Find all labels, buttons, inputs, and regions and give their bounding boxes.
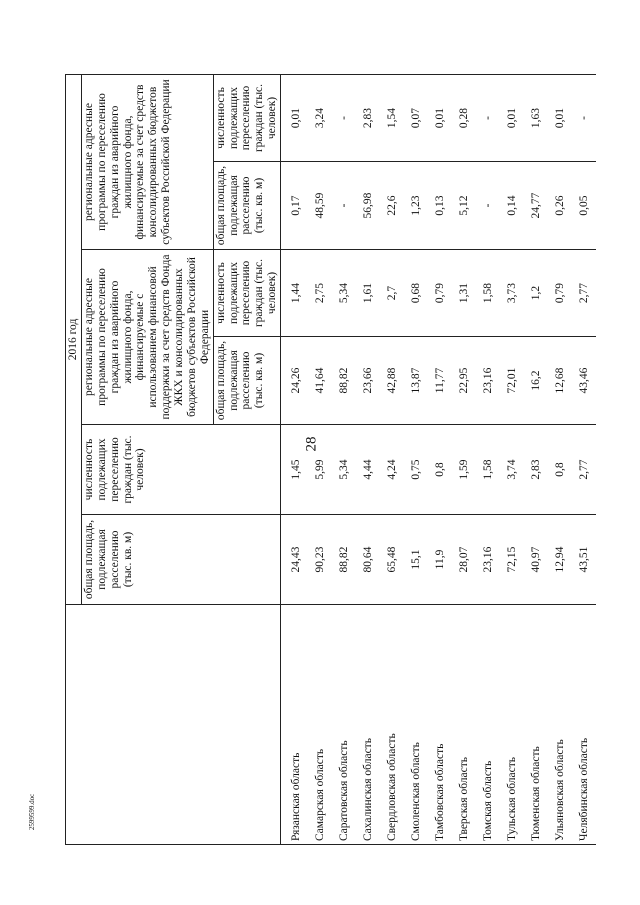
total-people-cell: 5,99 [308, 425, 332, 515]
regional-area-cell: 24,77 [524, 162, 548, 250]
fund-area-cell: 42,88 [380, 337, 404, 425]
fund-area-cell: 23,16 [476, 337, 500, 425]
regional-people-cell: 0,28 [452, 74, 476, 161]
table-row [428, 74, 452, 844]
total-area-cell: 15,1 [404, 515, 428, 605]
total-area-cell: 90,23 [308, 515, 332, 605]
header-fund-area: общая площадь, подлежащая расселению (тыс. кв. м) [213, 337, 280, 425]
total-area-cell: 88,82 [332, 515, 356, 605]
fund-area-cell: 13,87 [404, 337, 428, 425]
regional-area-cell: 1,23 [404, 162, 428, 250]
total-people-cell: 4,24 [380, 425, 404, 515]
fund-area-cell: 43,46 [572, 337, 596, 425]
total-area-cell: 80,64 [356, 515, 380, 605]
region-name: Ульяновская область [548, 605, 572, 845]
table-body [281, 74, 597, 844]
regional-people-cell: 0,01 [428, 74, 452, 161]
total-area-cell: 65,48 [380, 515, 404, 605]
total-people-cell: 2,83 [524, 425, 548, 515]
regional-people-cell: - [332, 74, 356, 161]
region-name: Сахалинская область [356, 605, 380, 845]
region-name: Тамбовская область [428, 605, 452, 845]
header-regional-people: численность подлежащих переселению граждан (тыс. человек) [213, 74, 280, 161]
total-area-cell: 28,07 [452, 515, 476, 605]
region-name: Тюменская область [524, 605, 548, 845]
footer-filename: 2599599.doc [28, 793, 36, 831]
total-people-cell: 1,59 [452, 425, 476, 515]
regional-people-cell: 2,83 [356, 74, 380, 161]
fund-people-cell: 1,31 [452, 250, 476, 337]
table-row [452, 74, 476, 844]
regional-area-cell: - [476, 162, 500, 250]
header-total-area: общая площадь, подлежащая расселению (тыс. кв. м) [81, 515, 280, 605]
fund-area-cell: 72,01 [500, 337, 524, 425]
fund-area-cell: 24,26 [281, 337, 309, 425]
region-name: Саратовская область [332, 605, 356, 845]
header-total-people: численность подлежащих переселению граждан (тыс. человек) [81, 425, 280, 515]
total-people-cell: 3,74 [500, 425, 524, 515]
page-number: 28 [303, 436, 320, 452]
fund-people-cell: 1,61 [356, 250, 380, 337]
fund-area-cell: 41,64 [308, 337, 332, 425]
total-people-cell: 0,8 [548, 425, 572, 515]
region-name: Самарская область [308, 605, 332, 845]
regional-area-cell: 0,14 [500, 162, 524, 250]
regional-area-cell: 0,13 [428, 162, 452, 250]
table-row [500, 74, 524, 844]
total-people-cell: 5,34 [332, 425, 356, 515]
regional-people-cell: 0,01 [500, 74, 524, 161]
fund-people-cell: 2,77 [572, 250, 596, 337]
total-people-cell: 0,75 [404, 425, 428, 515]
total-area-cell: 11,9 [428, 515, 452, 605]
total-people-cell: 1,58 [476, 425, 500, 515]
regional-area-cell: 48,59 [308, 162, 332, 250]
regional-area-cell: 0,05 [572, 162, 596, 250]
housing-resettlement-table [65, 74, 596, 845]
regional-area-cell: 56,98 [356, 162, 380, 250]
regional-people-cell: 1,54 [380, 74, 404, 161]
total-area-cell: 72,15 [500, 515, 524, 605]
table-row [356, 74, 380, 844]
regional-people-cell: 0,01 [548, 74, 572, 161]
table-row [524, 74, 548, 844]
total-area-cell: 40,97 [524, 515, 548, 605]
regional-area-cell: 0,26 [548, 162, 572, 250]
total-area-cell: 23,16 [476, 515, 500, 605]
region-name: Смоленская область [404, 605, 428, 845]
fund-people-cell: 1,2 [524, 250, 548, 337]
total-area-cell: 12,94 [548, 515, 572, 605]
table-row [281, 74, 309, 844]
regional-people-cell: 1,63 [524, 74, 548, 161]
fund-people-cell: 0,68 [404, 250, 428, 337]
total-area-cell: 43,51 [572, 515, 596, 605]
total-area-cell: 24,43 [281, 515, 309, 605]
year-header: 2016 год [66, 74, 82, 604]
table-row [404, 74, 428, 844]
total-people-cell: 4,44 [356, 425, 380, 515]
regional-area-cell: 22,6 [380, 162, 404, 250]
header-regional-programs: региональные адресные программы по переселению граждан из аварийного жилищного фонда, финансируемые за счет средств консолидированных бюджетов субъектов Российской Федерации [81, 74, 213, 249]
header-fund-people: численность подлежащих переселению граждан (тыс. человек) [213, 250, 280, 337]
table-row [308, 74, 332, 844]
regional-area-cell: 5,12 [452, 162, 476, 250]
region-name: Свердловская область [380, 605, 404, 845]
fund-people-cell: 2,75 [308, 250, 332, 337]
regional-area-cell: 0,17 [281, 162, 309, 250]
fund-area-cell: 22,95 [452, 337, 476, 425]
regional-area-cell: - [332, 162, 356, 250]
region-name: Челябинская область [572, 605, 596, 845]
fund-people-cell: 0,79 [548, 250, 572, 337]
fund-people-cell: 0,79 [428, 250, 452, 337]
table-row [548, 74, 572, 844]
fund-area-cell: 11,77 [428, 337, 452, 425]
total-people-cell: 0,8 [428, 425, 452, 515]
region-header [66, 605, 281, 845]
total-people-cell: 2,77 [572, 425, 596, 515]
fund-people-cell: 1,58 [476, 250, 500, 337]
table-row [572, 74, 596, 844]
regional-people-cell: 3,24 [308, 74, 332, 161]
fund-area-cell: 16,2 [524, 337, 548, 425]
table-row [476, 74, 500, 844]
fund-people-cell: 2,7 [380, 250, 404, 337]
rotated-table-container [65, 75, 590, 845]
fund-area-cell: 23,66 [356, 337, 380, 425]
table-row [332, 74, 356, 844]
header-fund-programs: региональные адресные программы по переселению граждан из аварийного жилищного фонда, финансируемые с использованием финансовой поддержки за счет средств Фонда ЖКХ и консолидированных бюджетов субъектов Российской Федерации [81, 250, 213, 425]
fund-people-cell: 1,44 [281, 250, 309, 337]
region-name: Тульская область [500, 605, 524, 845]
region-name: Томская область [476, 605, 500, 845]
total-people-cell: 1,45 [281, 425, 309, 515]
fund-people-cell: 3,73 [500, 250, 524, 337]
region-name: Рязанская область [281, 605, 309, 845]
table-row [380, 74, 404, 844]
region-name: Тверская область [452, 605, 476, 845]
regional-people-cell: - [476, 74, 500, 161]
header-regional-area: общая площадь, подлежащая расселению (тыс. кв. м) [213, 162, 280, 250]
regional-people-cell: 0,07 [404, 74, 428, 161]
regional-people-cell: 0,01 [281, 74, 309, 161]
fund-people-cell: 5,34 [332, 250, 356, 337]
regional-people-cell: - [572, 74, 596, 161]
fund-area-cell: 12,68 [548, 337, 572, 425]
fund-area-cell: 88,82 [332, 337, 356, 425]
